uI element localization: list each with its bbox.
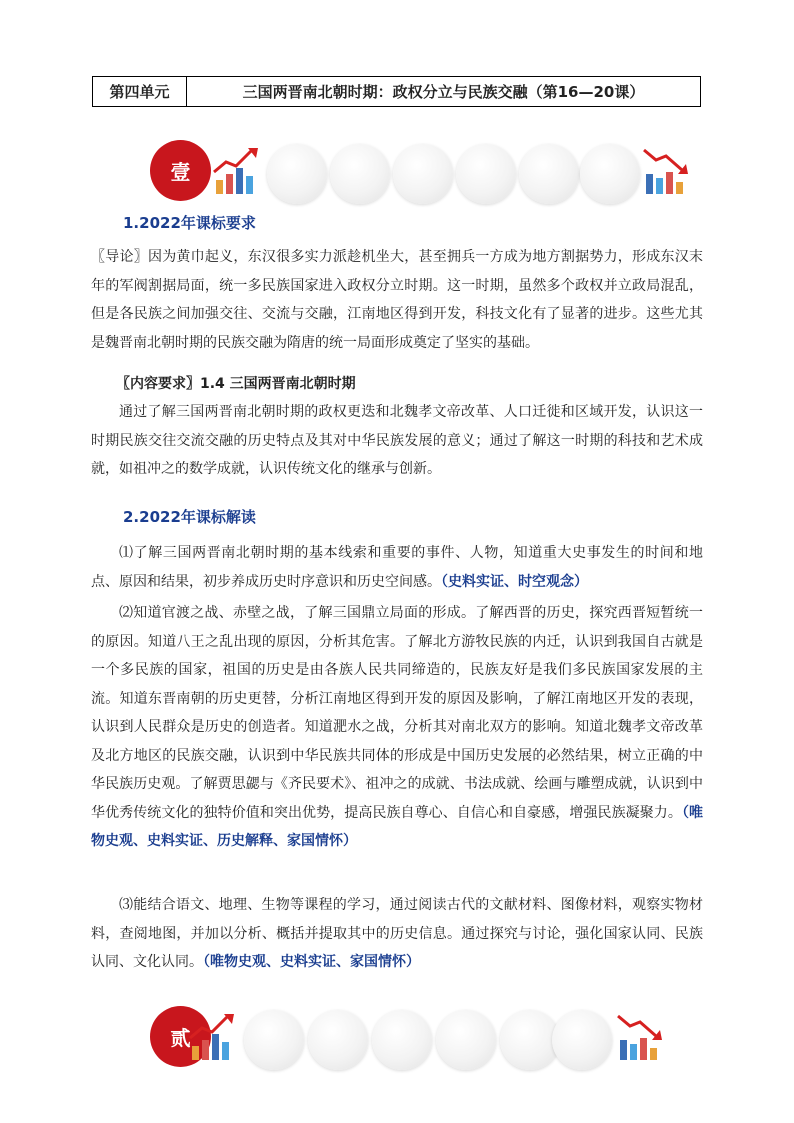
falling-chart-icon <box>642 146 690 196</box>
interpretation-item-1: ⑴了解三国两晋南北朝时期的基本线索和重要的事件、人物，知道重大史事发生的时间和地点、原因和结果，初步养成历史时序意识和历史空间感。（史料实证、时空观念） <box>91 545 703 590</box>
rising-chart-icon <box>188 1012 236 1062</box>
intro-text: 因为黄巾起义，东汉很多实力派趁机坐大，甚至拥兵一方成为地方割据势力，形成东汉末年的军阀割据局面，统一多民族国家进入政权分立时期。这一时期，虽然多个政权并立政局混乱，但是各民族之间加强交往、交流与交融，江南地区得到开发，科技文化有了显著的进步。这些尤其是魏晋南北朝时期的民族交融为隋唐的统一局面形成奠定了坚实的基础。 <box>91 249 703 351</box>
section-banner-2 <box>150 1006 690 1068</box>
banner-bubble <box>436 1010 496 1070</box>
banner-bubble <box>308 1010 368 1070</box>
banner-bubble <box>372 1010 432 1070</box>
banner-bubble <box>552 1010 612 1070</box>
banner-bubble <box>519 144 579 204</box>
falling-chart-icon <box>616 1012 664 1062</box>
section-banner-1 <box>150 140 690 202</box>
content-paragraph: 通过了解三国两晋南北朝时期的政权更迭和北魏孝文帝改革、人口迁徙和区域开发，认识这一时期民族交往交流交融的历史特点及其对中华民族发展的意义；通过了解这一时期的科技和艺术成就，如祖冲之的数学成就，认识传统文化的继承与创新。 <box>91 404 703 477</box>
banner-bubble <box>500 1010 560 1070</box>
banner-bubble <box>456 144 516 204</box>
rising-chart-icon <box>212 146 260 196</box>
interpretation-item-3: ⑶能结合语文、地理、生物等课程的学习，通过阅读古代的文献材料、图像材料，观察实物材料，查阅地图，并加以分析、概括并提取其中的历史信息。通过探究与讨论，强化国家认同、民族认同、文化认同。（唯物史观、史料实证、家国情怀） <box>91 897 703 970</box>
section-heading-1: 1.2022年课标要求 <box>123 214 256 232</box>
unit-label: 第四单元 <box>93 77 187 106</box>
banner-bubble <box>393 144 453 204</box>
interpretation-item-2: ⑵知道官渡之战、赤壁之战，了解三国鼎立局面的形成。了解西晋的历史，探究西晋短暂统一的原因。知道八王之乱出现的原因，分析其危害。了解北方游牧民族的内迁，认识到我国自古就是一个多民族的国家，祖国的历史是由各族人民共同缔造的，民族友好是我们多民族国家发展的主流。知道东晋南朝的历史更替，分析江南地区得到开发的原因及影响，了解江南地区开发的表现，认识到人民群众是历史的创造者。知道淝水之战，分析其对南北双方的影响。知道北魏孝文帝改革及北方地区的民族交融，认识到中华民族共同体的形成是中国历史发展的必然结果，树立正确的中华民族历史观。了解贾思勰与《齐民要术》、祖冲之的成就、书法成就、绘画与雕塑成就，认识到中华优秀传统文化的独特价值和突出优势，提高民族自尊心、自信心和自豪感，增强民族凝聚力。（唯物史观、史料实证、历史解释、家国情怀） <box>91 605 704 849</box>
section-badge-2: 贰 <box>150 1006 211 1067</box>
unit-header-table <box>92 76 701 107</box>
banner-bubble <box>244 1010 304 1070</box>
competency-tag: （史料实证、时空观念） <box>441 573 588 590</box>
unit-title: 三国两晋南北朝时期：政权分立与民族交融（第16—20课） <box>242 83 645 101</box>
banner-bubble <box>267 144 327 204</box>
intro-label: 〖导论〗 <box>91 249 148 265</box>
competency-tag: （唯物史观、史料实证、历史解释、家国情怀） <box>91 804 704 849</box>
content-label: 〖内容要求〗1.4 三国两晋南北朝时期 <box>116 376 356 392</box>
section-heading-2: 2.2022年课标解读 <box>123 508 256 526</box>
banner-bubble <box>580 144 640 204</box>
section-badge-1: 壹 <box>150 140 211 201</box>
intro-paragraph <box>91 243 703 357</box>
competency-tag: （唯物史观、史料实证、家国情怀） <box>203 954 420 970</box>
banner-bubble <box>330 144 390 204</box>
